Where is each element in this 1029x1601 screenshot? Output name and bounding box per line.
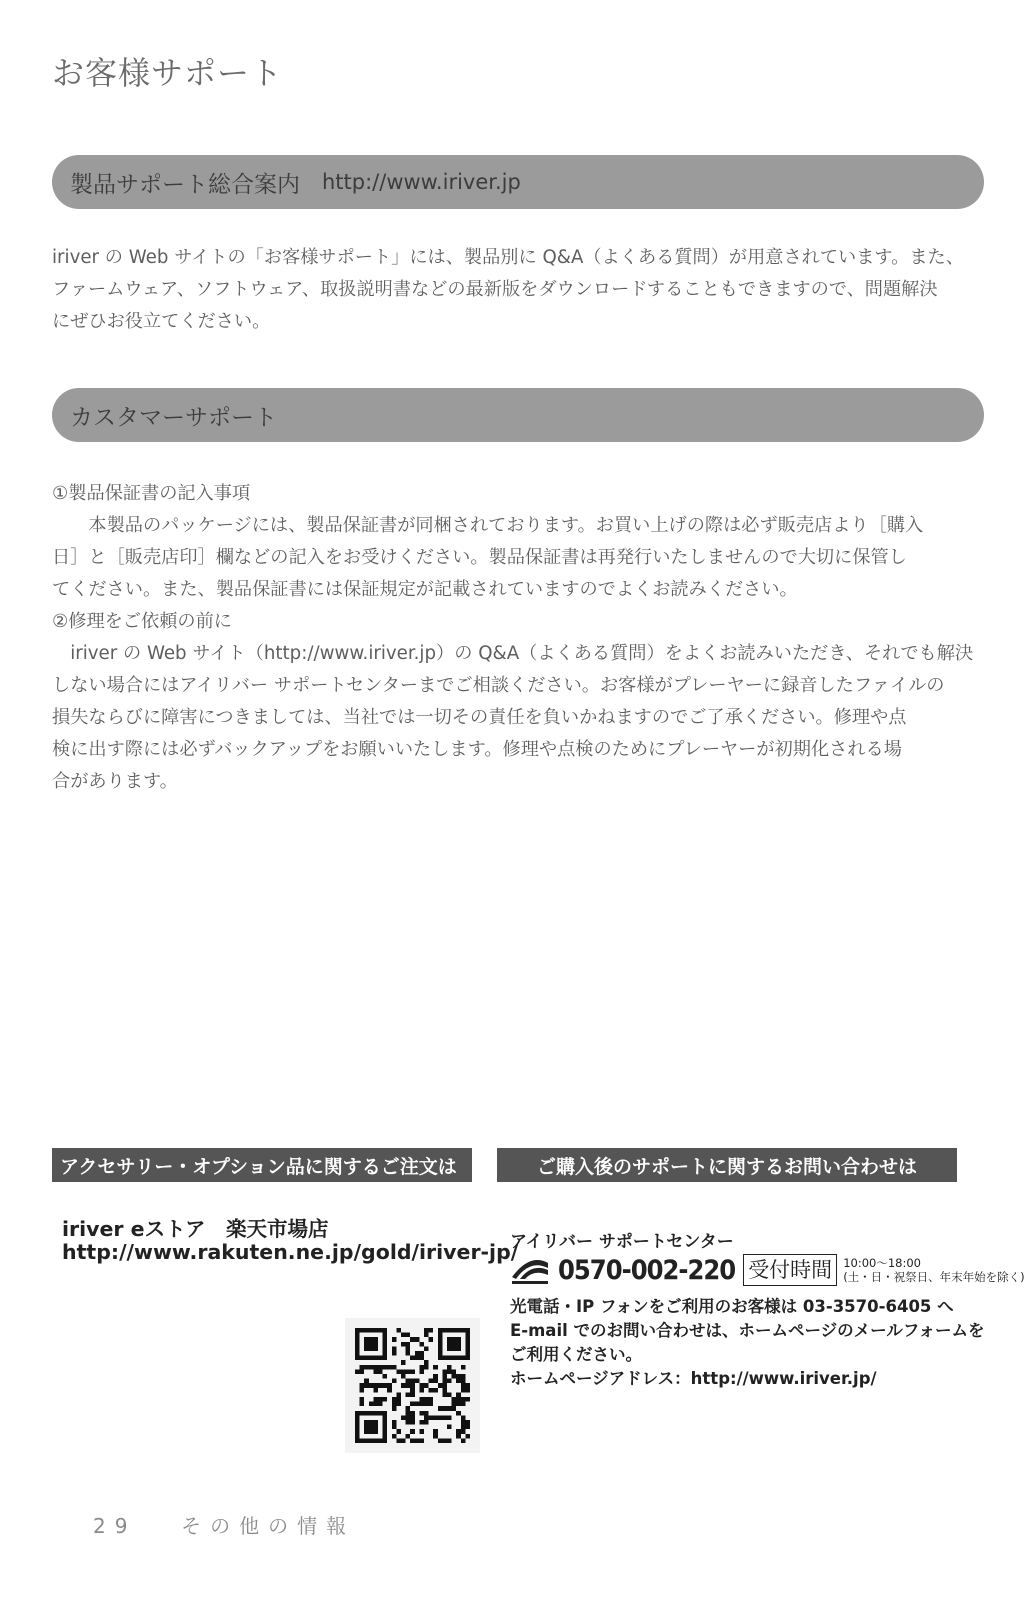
page-number: 29 <box>93 1514 137 1538</box>
contact-info <box>510 1295 1000 1391</box>
hours-time: 10:00〜18:00 <box>843 1256 921 1270</box>
customer-support-heading: カスタマーサポート <box>70 404 277 431</box>
phone-number[interactable]: 0570-002-220 <box>558 1254 736 1286</box>
body-line: ファームウェア、ソフトウェア、取扱説明書などの最新版をダウンロードすることもできますので、問題解決 <box>52 279 938 300</box>
item2-line: 合があります。 <box>52 771 178 792</box>
qr-code <box>345 1318 480 1453</box>
body-line: iriver の Web サイトの「お客様サポート」には、製品別に Q&A（よくある質問）が用意されています。また、 <box>52 247 964 268</box>
support-center-name: アイリバー サポートセンター <box>510 1232 734 1252</box>
phone-row <box>510 1252 1025 1288</box>
item1-line: 日］と［販売店印］欄などの記入をお受けください。製品保証書は再発行いたしませんので大切に保管し <box>52 547 907 568</box>
item1-line: てください。また、製品保証書には保証規定が記載されていますのでよくお読みください。 <box>52 579 798 600</box>
footer-section: その他の情報 <box>181 1514 356 1538</box>
item2-line: iriver の Web サイト（http://www.iriver.jp）の Q&A（よくある質問）をよくお読みいただき、それでも解決 <box>70 643 974 664</box>
ip-phone-line: 光電話・IP フォンをご利用のお客様は 03-3570-6405 へ <box>510 1297 954 1316</box>
item2-title: ②修理をご依頼の前に <box>52 611 232 632</box>
page-footer <box>93 1510 355 1539</box>
email-line: ご利用ください。 <box>510 1345 642 1364</box>
email-line: E-mail でのお問い合わせは、ホームページのメールフォームを <box>510 1321 985 1340</box>
page-title: お客様サポート <box>52 54 284 92</box>
after-purchase-box-header: ご購入後のサポートに関するお問い合わせは <box>497 1148 957 1182</box>
body-line: にぜひお役立てください。 <box>52 311 271 332</box>
item2-line: 検に出す際には必ずバックアップをお願いいたします。修理や点検のためにプレーヤーが初期化される場 <box>52 739 902 760</box>
accessory-box-header: アクセサリー・オプション品に関するご注文は <box>52 1148 472 1182</box>
product-support-body <box>52 242 992 338</box>
item1-line: 本製品のパッケージには、製品保証書が同梱されております。お買い上げの際は必ず販売店より［購入 <box>88 515 924 536</box>
product-support-heading: 製品サポート総合案内 <box>70 171 300 198</box>
hours-info <box>843 1256 1024 1284</box>
product-support-url[interactable]: http://www.iriver.jp <box>322 170 521 194</box>
navi-dial-icon <box>510 1255 550 1285</box>
store-url[interactable]: http://www.rakuten.ne.jp/gold/iriver-jp/ <box>62 1240 519 1264</box>
item2-line: しない場合にはアイリバー サポートセンターまでご相談ください。お客様がプレーヤーに録音したファイルの <box>52 675 945 696</box>
homepage-line[interactable]: ホームページアドレス：http://www.iriver.jp/ <box>510 1369 877 1388</box>
product-support-heading-bar <box>52 155 984 209</box>
store-name: iriver eストア 楽天市場店 <box>62 1217 329 1241</box>
hours-label: 受付時間 <box>743 1254 837 1286</box>
hours-note: (土・日・祝祭日、年末年始を除く) <box>843 1270 1025 1284</box>
customer-support-heading-bar <box>52 388 984 442</box>
item2-line: 損失ならびに障害につきましては、当社では一切その責任を負いかねますのでご了承ください。修理や点 <box>52 707 907 728</box>
item1-title: ①製品保証書の記入事項 <box>52 483 251 504</box>
customer-support-body <box>52 478 992 798</box>
